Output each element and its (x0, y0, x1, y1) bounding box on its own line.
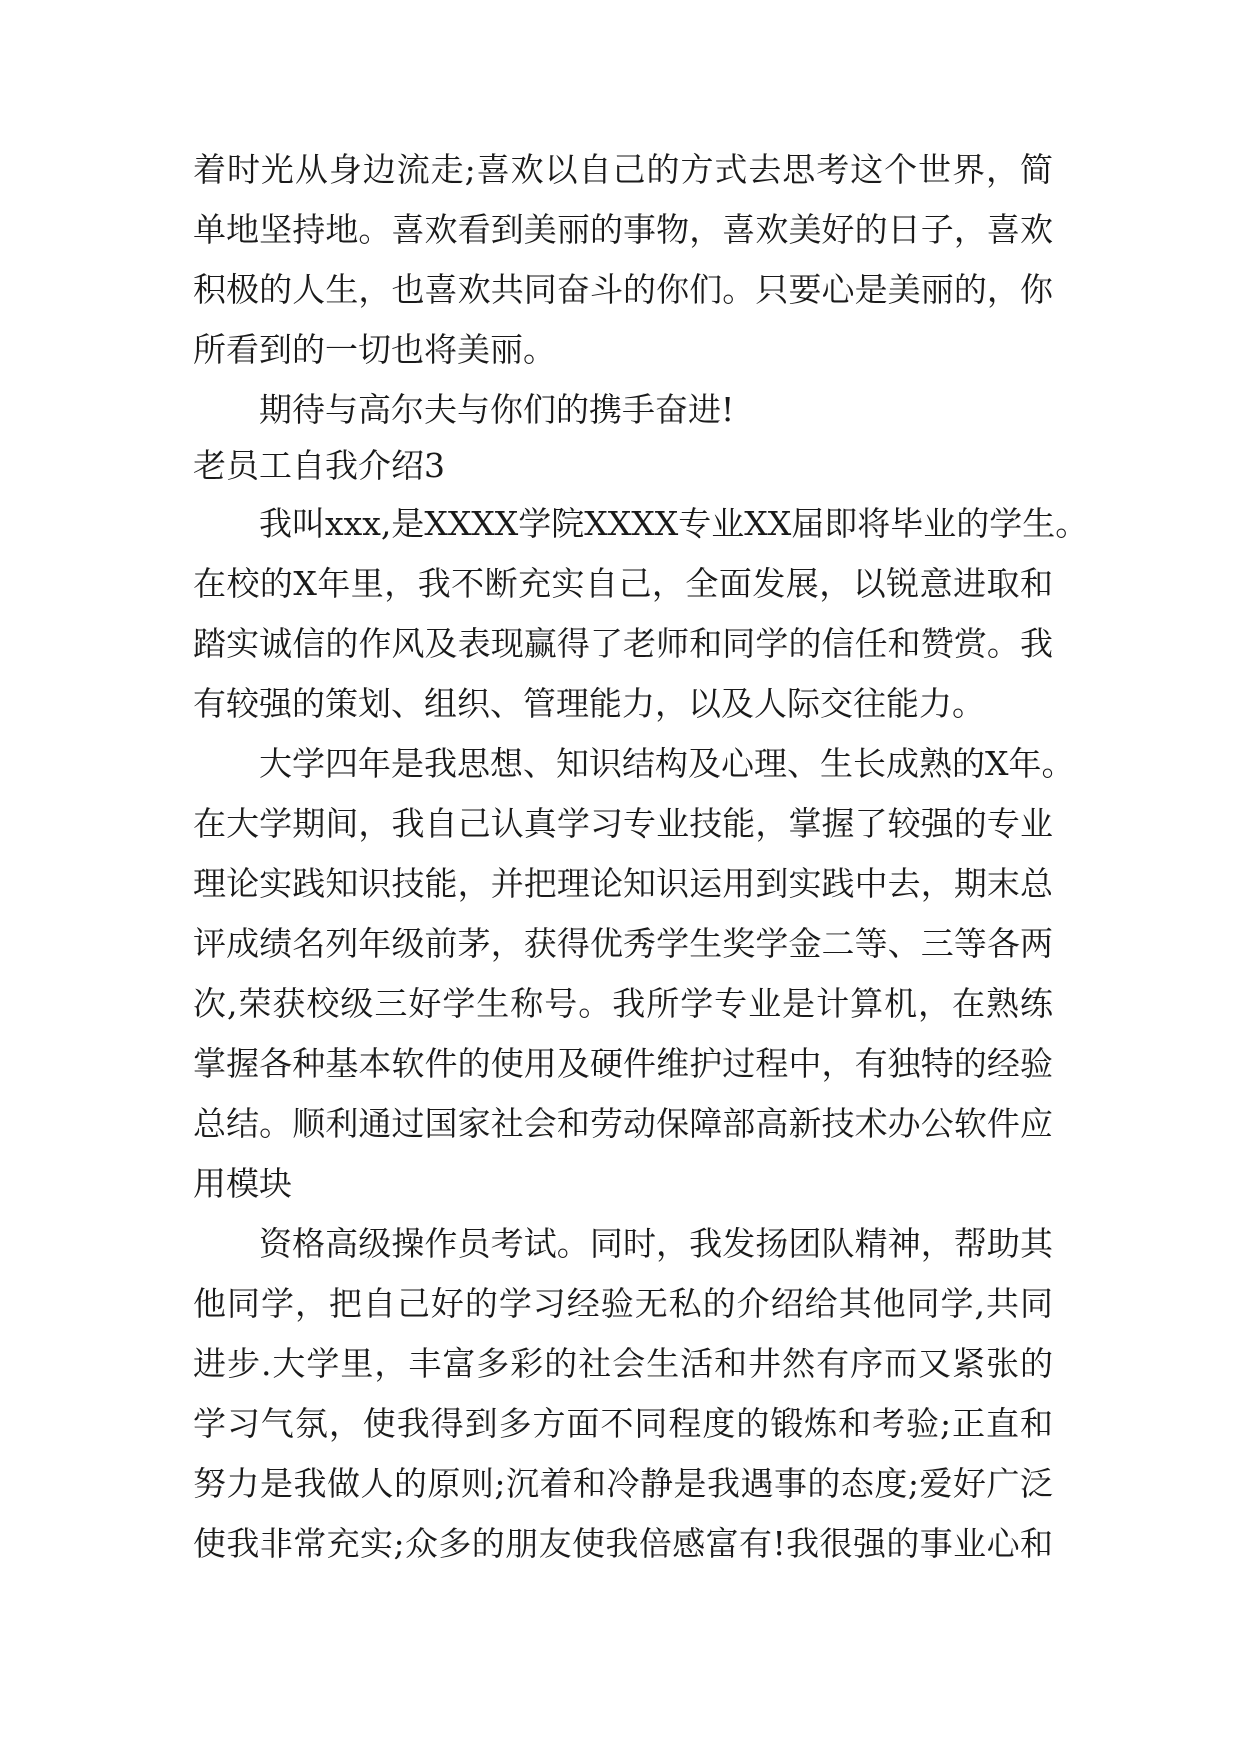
paragraph-line: 学习气氛，使我得到多方面不同程度的锻炼和考验;正直和 (193, 1404, 1053, 1443)
paragraph-line: 他同学，把自己好的学习经验无私的介绍给其他同学,共同 (193, 1284, 1053, 1323)
paragraph-line: 用模块 (193, 1164, 292, 1203)
paragraph-line: 评成绩名列年级前茅，获得优秀学生奖学金二等、三等各两 (193, 924, 1053, 963)
paragraph-line: 有较强的策划、组织、管理能力，以及人际交往能力。 (193, 684, 985, 723)
paragraph-line: 理论实践知识技能，并把理论知识运用到实践中去，期末总 (193, 864, 1053, 903)
paragraph-line: 在大学期间，我自己认真学习专业技能，掌握了较强的专业 (193, 804, 1053, 843)
paragraph-line: 所看到的一切也将美丽。 (193, 330, 556, 369)
paragraph-line: 资格高级操作员考试。同时，我发扬团队精神，帮助其 (259, 1224, 1053, 1263)
paragraph-line: 进步.大学里，丰富多彩的社会生活和井然有序而又紧张的 (193, 1344, 1053, 1383)
section-heading: 老员工自我介绍3 (193, 446, 445, 485)
paragraph-line: 大学四年是我思想、知识结构及心理、生长成熟的X年。 (259, 744, 1075, 783)
paragraph-line: 我叫xxx,是XXXX学院XXXX专业XX届即将毕业的学生。 (259, 504, 1089, 543)
paragraph-line: 努力是我做人的原则;沉着和冷静是我遇事的态度;爱好广泛 (193, 1464, 1053, 1503)
paragraph-line: 期待与高尔夫与你们的携手奋进! (259, 390, 735, 429)
paragraph-line: 着时光从身边流走;喜欢以自己的方式去思考这个世界，简 (193, 150, 1053, 189)
paragraph-line: 掌握各种基本软件的使用及硬件维护过程中，有独特的经验 (193, 1044, 1053, 1083)
paragraph-line: 次,荣获校级三好学生称号。我所学专业是计算机，在熟练 (193, 984, 1053, 1023)
paragraph-line: 踏实诚信的作风及表现赢得了老师和同学的信任和赞赏。我 (193, 624, 1053, 663)
paragraph-line: 使我非常充实;众多的朋友使我倍感富有!我很强的事业心和 (193, 1524, 1053, 1563)
paragraph-line: 总结。顺利通过国家社会和劳动保障部高新技术办公软件应 (193, 1104, 1053, 1143)
paragraph-line: 在校的X年里，我不断充实自己，全面发展，以锐意进取和 (193, 564, 1053, 603)
paragraph-line: 积极的人生，也喜欢共同奋斗的你们。只要心是美丽的，你 (193, 270, 1053, 309)
paragraph-line: 单地坚持地。喜欢看到美丽的事物，喜欢美好的日子，喜欢 (193, 210, 1053, 249)
